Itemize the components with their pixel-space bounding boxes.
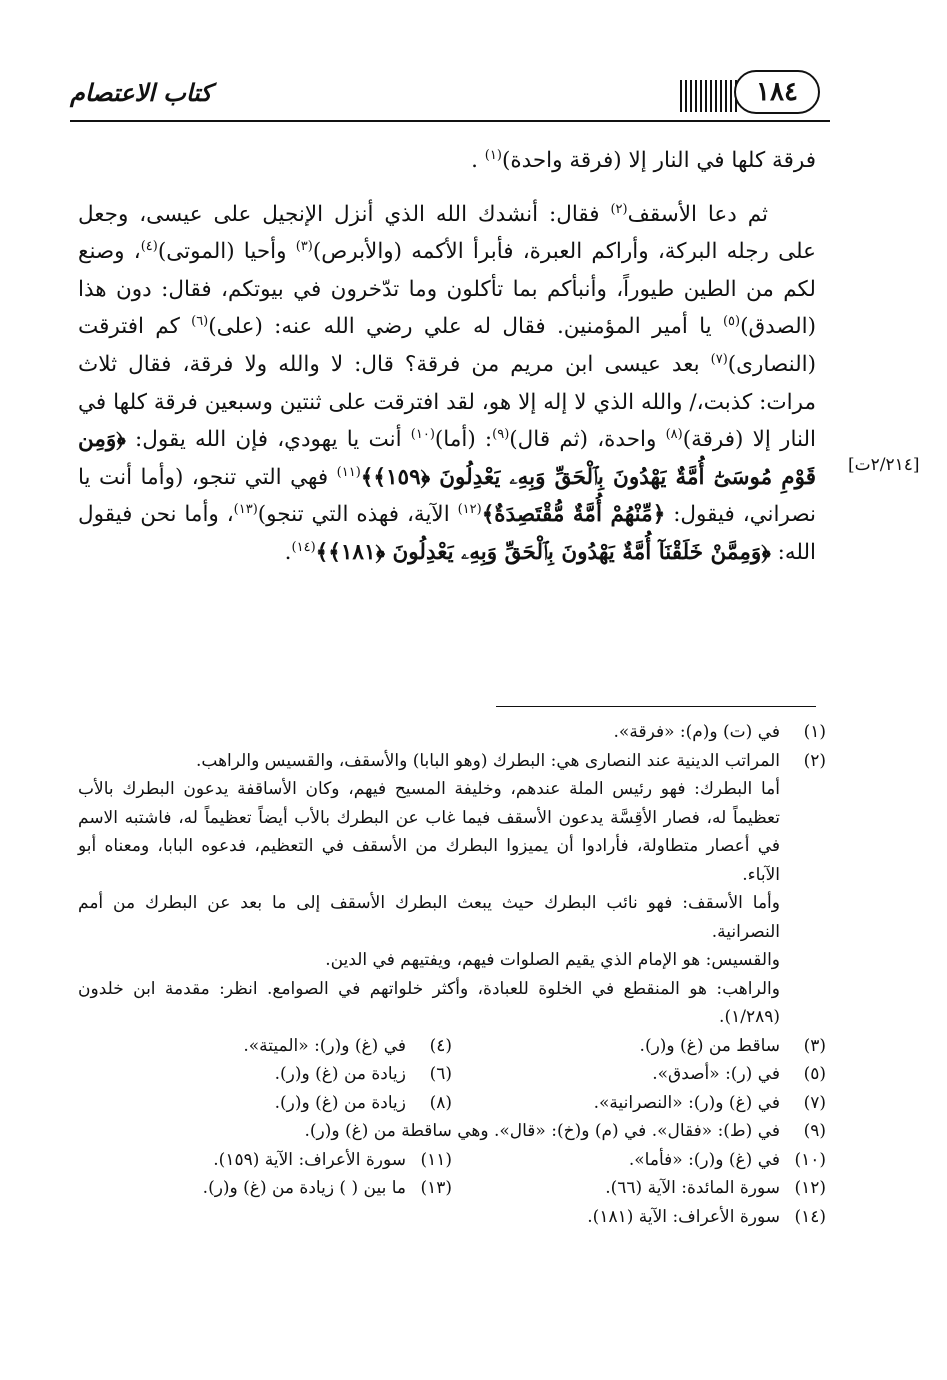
main-text bbox=[78, 142, 816, 572]
footnote-row-10-11: (١٠) في (غ) و(ر): «فأما». (١١) سورة الأعراف: الآية (١٥٩). bbox=[213, 1149, 826, 1170]
footnote-rule bbox=[496, 706, 816, 707]
quran-verse-3: ﴿وَمِمَّنْ خَلَقْنَآ أُمَّةٌ يَهْدُونَ بِٱلْحَقِّ وَبِهِۦ يَعْدِلُونَ ﴿١٨١﴾﴾ bbox=[315, 539, 771, 565]
paragraph-1: فرقة كلها في النار إلا (فرقة واحدة)$^{(١)}$ . bbox=[471, 147, 816, 173]
quran-verse-2: ﴿مِّنْهُمْ أُمَّةٌ مُّقْتَصِدَةٌ﴾ bbox=[481, 502, 666, 528]
header-rule bbox=[70, 120, 830, 122]
footnote-2: (٢) المراتب الدينية عند النصارى هي: البطرك (وهو البابا) والأسقف، والقسيس والراهب. أما البطرك: فهو رئيس الملة عندهم، وخليفة المسيح فيهم، وكان الأساقفة يدعون البطرك بالأب تعظيماً له، فصار الأقِسَّة يدعون الأسقف فيما غاب عن البطرك بالأب أيضاً تعظيماً له، فاشتبه الاسم في أعصار متطاولة، فأرادوا أن يميزوا البطرك من الأسقف في التعظيم، فدعوه البابا، ومعناه أبو الآباء. وأما الأسقف: فهو نائب البطرك حيث يبعث البطرك الأسقف إلى ما بعد عن البطرك من أمم النصرانية. والقسيس: هو الإمام الذي يقيم الصلوات فيهم، ويفتيهم في الدين. والراهب: هو المنقطع في الخلوة للعبادة، وأكثر خلواتهم في الصوامع. انظر: مقدمة ابن خلدون (١/٢٨٩). bbox=[78, 750, 826, 1027]
footnote-row-3-4: (٣) ساقط من (غ) و(ر). (٤) في (غ) و(ر): «الميتة». bbox=[243, 1035, 826, 1056]
paragraph-2: ثم دعا الأسقف$^{(٢)}$ فقال: أنشدك الله الذي أنزل الإنجيل على عيسى، وجعل على رجله البركة، وأراكم العبرة، فأبرأ الأكمه (والأبرص)$^{(٣)}$ وأحيا (الموتى)$^{(٤)}$، وصنع لكم من الطين طيوراً، وأنبأكم بما تأكلون وما تدّخرون في بيوتكم، فقال: دون هذا (الصدق)$^{(٥)}$ يا أمير المؤمنين. فقال له علي رضي الله عنه: (على)$^{(٦)}$ كم افترقت (النصارى)$^{(٧)}$ بعد عيسى ابن مريم من فرقة؟ قال: لا والله ولا فرقة، فقال ثلاث مرات: كذبت،/ والله الذي لا إله إلا هو، لقد افترقت على ثنتين وسبعين فرقة كلها في النار إلا (فرقة)$^{(٨)}$ واحدة، (ثم قال)$^{(٩)}$: (أما)$^{(١٠)}$ أنت يا يهودي، فإن الله يقول: ﴿وَمِن قَوْمِ مُوسَىٰٓ أُمَّةٌ يَهْدُونَ بِٱلْحَقِّ وَبِهِۦ يَعْدِلُونَ ﴿١٥٩﴾﴾$^{(١١)}$ فهي التي تنجو، (وأما أنت يا نصراني، فيقول: ﴿مِّنْهُمْ أُمَّةٌ مُّقْتَصِدَةٌ﴾$^{(١٢)}$ الآية، فهذه التي تنجو)$^{(١٣)}$، وأما نحن فيقول الله: ﴿وَمِمَّنْ خَلَقْنَآ أُمَّةٌ يَهْدُونَ بِٱلْحَقِّ وَبِهِۦ يَعْدِلُونَ ﴿١٨١﴾﴾$^{(١٤)}$. bbox=[78, 201, 817, 565]
page-number: ١٨٤ bbox=[734, 70, 820, 114]
footnote-1: (١) في (ت) و(م): «فرقة». bbox=[613, 722, 826, 742]
book-title: كتاب الاعتصام bbox=[70, 78, 212, 107]
footnote-row-12-13: (١٢) سورة المائدة: الآية (٦٦). (١٣) ما بين ( ) زيادة من (غ) و(ر). bbox=[202, 1178, 826, 1198]
footnote-14: (١٤) سورة الأعراف: الآية (١٨١). bbox=[587, 1206, 826, 1227]
quran-verse-1: ﴿وَمِن قَوْمِ مُوسَىٰٓ أُمَّةٌ يَهْدُونَ بِٱلْحَقِّ وَبِهِۦ يَعْدِلُونَ ﴿١٥٩﴾﴾ bbox=[78, 427, 816, 490]
footnote-row-5-6: (٥) في (ر): «أصدق». (٦) زيادة من (غ) و(ر). bbox=[274, 1064, 826, 1084]
footnotes bbox=[78, 718, 826, 1231]
header-ornament bbox=[680, 80, 740, 112]
footnote-row-7-8: (٧) في (غ) و(ر): «النصرانية». (٨) زيادة من (غ) و(ر). bbox=[274, 1092, 826, 1113]
page-number-box bbox=[680, 70, 820, 116]
manuscript-page-ref: [٢/٢١٤ت] bbox=[848, 455, 920, 475]
page-header bbox=[70, 70, 830, 122]
footnote-9: (٩) في (ط): «فقال». في (م) و(خ): «قال». وهي ساقطة من (غ) و(ر). bbox=[304, 1121, 826, 1141]
